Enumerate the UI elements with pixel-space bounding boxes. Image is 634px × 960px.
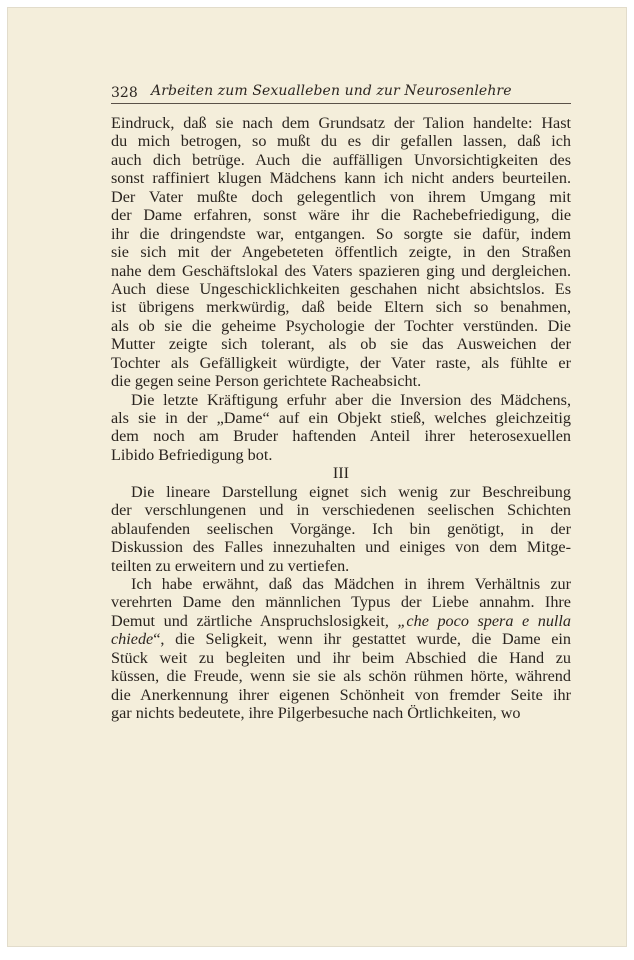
text-line: Der Vater mußte doch gelegentlich von ihrem Umgang mit [111,187,571,206]
text-line: küssen, die Freude, wenn sie sie als schön rühmen hörte, während [111,667,571,686]
text-line: ist übrigens merkwürdig, daß beide Eltern sich so benahmen, [111,298,571,317]
text-line: Stück weit zu begleiten und ihr beim Abschied die Hand zu [111,648,571,667]
running-title: Arbeiten zum Sexualleben und zur Neurosenlehre [151,83,512,99]
text-line: Die letzte Kräftigung erfuhr aber die Inversion des Mädchens, [131,390,571,409]
section-heading: III [332,464,350,483]
text-line: die Anerkennung ihrer eigenen Schönheit von fremder Seite ihr [111,685,571,704]
page-body [111,114,571,722]
text-line: als ob sie die geheime Psychologie der Tochter verstünden. Die [111,316,571,335]
book-page [8,8,626,946]
text-line: dem noch am Bruder haftenden Anteil ihrer heterosexuellen [111,427,571,446]
text-line: teilten zu erweitern und zu vertiefen. [111,556,350,575]
italic-quote: „che poco spera e nulla [397,611,571,630]
text-line: nahe dem Geschäftslokal des Vaters spazieren ging und dergleichen. [111,261,571,280]
text-line: Tochter als Gefälligkeit würdigte, der Vater raste, als fühlte er [111,353,571,372]
text-line: Demut und zärtliche Anspruchslosigkeit, „che poco spera e nulla [111,611,571,630]
text-line: der verschlungenen und in verschiedenen seelischen Schichten [111,501,571,520]
text-line: Libido Befriedigung bot. [111,445,273,464]
text-line: du mich betrogen, so mußt du es dir gefallen lassen, daß ich [111,132,571,151]
text-line: sie sich mit der Angebeteten öffentlich zeigte, in den Straßen [111,243,571,262]
text-line: chiede“, die Seligkeit, wenn ihr gestattet wurde, die Dame ein [111,630,571,649]
text-line: Ich habe erwähnt, daß das Mädchen in ihrem Verhältnis zur [131,574,571,593]
text-line: ablaufenden seelischen Vorgänge. Ich bin genötigt, in der [111,519,571,538]
text-line: ihr die dringendste war, entgangen. So sorgte sie dafür, indem [111,224,571,243]
paragraph [111,483,571,575]
text-line: der Dame erfahren, sonst wäre ihr die Rachebefriedigung, die [111,206,571,225]
text-line: Die lineare Darstellung eignet sich wenig zur Beschreibung [131,482,571,501]
paragraph [111,391,571,465]
paragraph [111,114,571,391]
text-line: sonst raffiniert klugen Mädchens kann ich nicht anders beurteilen. [111,169,571,188]
text-line: gar nichts bedeutete, ihre Pilgerbesuche nach Örtlichkeiten, wo [111,704,521,722]
italic-quote: chiede [111,630,154,649]
page-number: 328 [111,85,138,101]
text-line: verehrten Dame den männlichen Typus der Liebe annahm. Ihre [111,593,571,612]
text-line: als sie in der „Dame“ auf ein Objekt stieß, welches gleichzeitig [111,409,571,427]
text-line: Auch diese Ungeschicklichkeiten geschahen nicht absichtslos. Es [111,279,571,298]
text-line: auch dich betrüge. Auch die auffälligen Unvorsichtigkeiten des [111,150,571,169]
paragraph [111,575,571,723]
page-header [111,81,571,104]
text-line: die gegen seine Person gerichtete Racheabsicht. [111,372,422,391]
text-line: Mutter zeigte sich tolerant, als ob sie das Ausweichen der [111,335,571,354]
text-line: Eindruck, daß sie nach dem Grundsatz der Talion handelte: Hast [111,114,571,132]
text-line: Diskussion des Falles innezuhalten und einiges von dem Mitge- [111,538,571,557]
